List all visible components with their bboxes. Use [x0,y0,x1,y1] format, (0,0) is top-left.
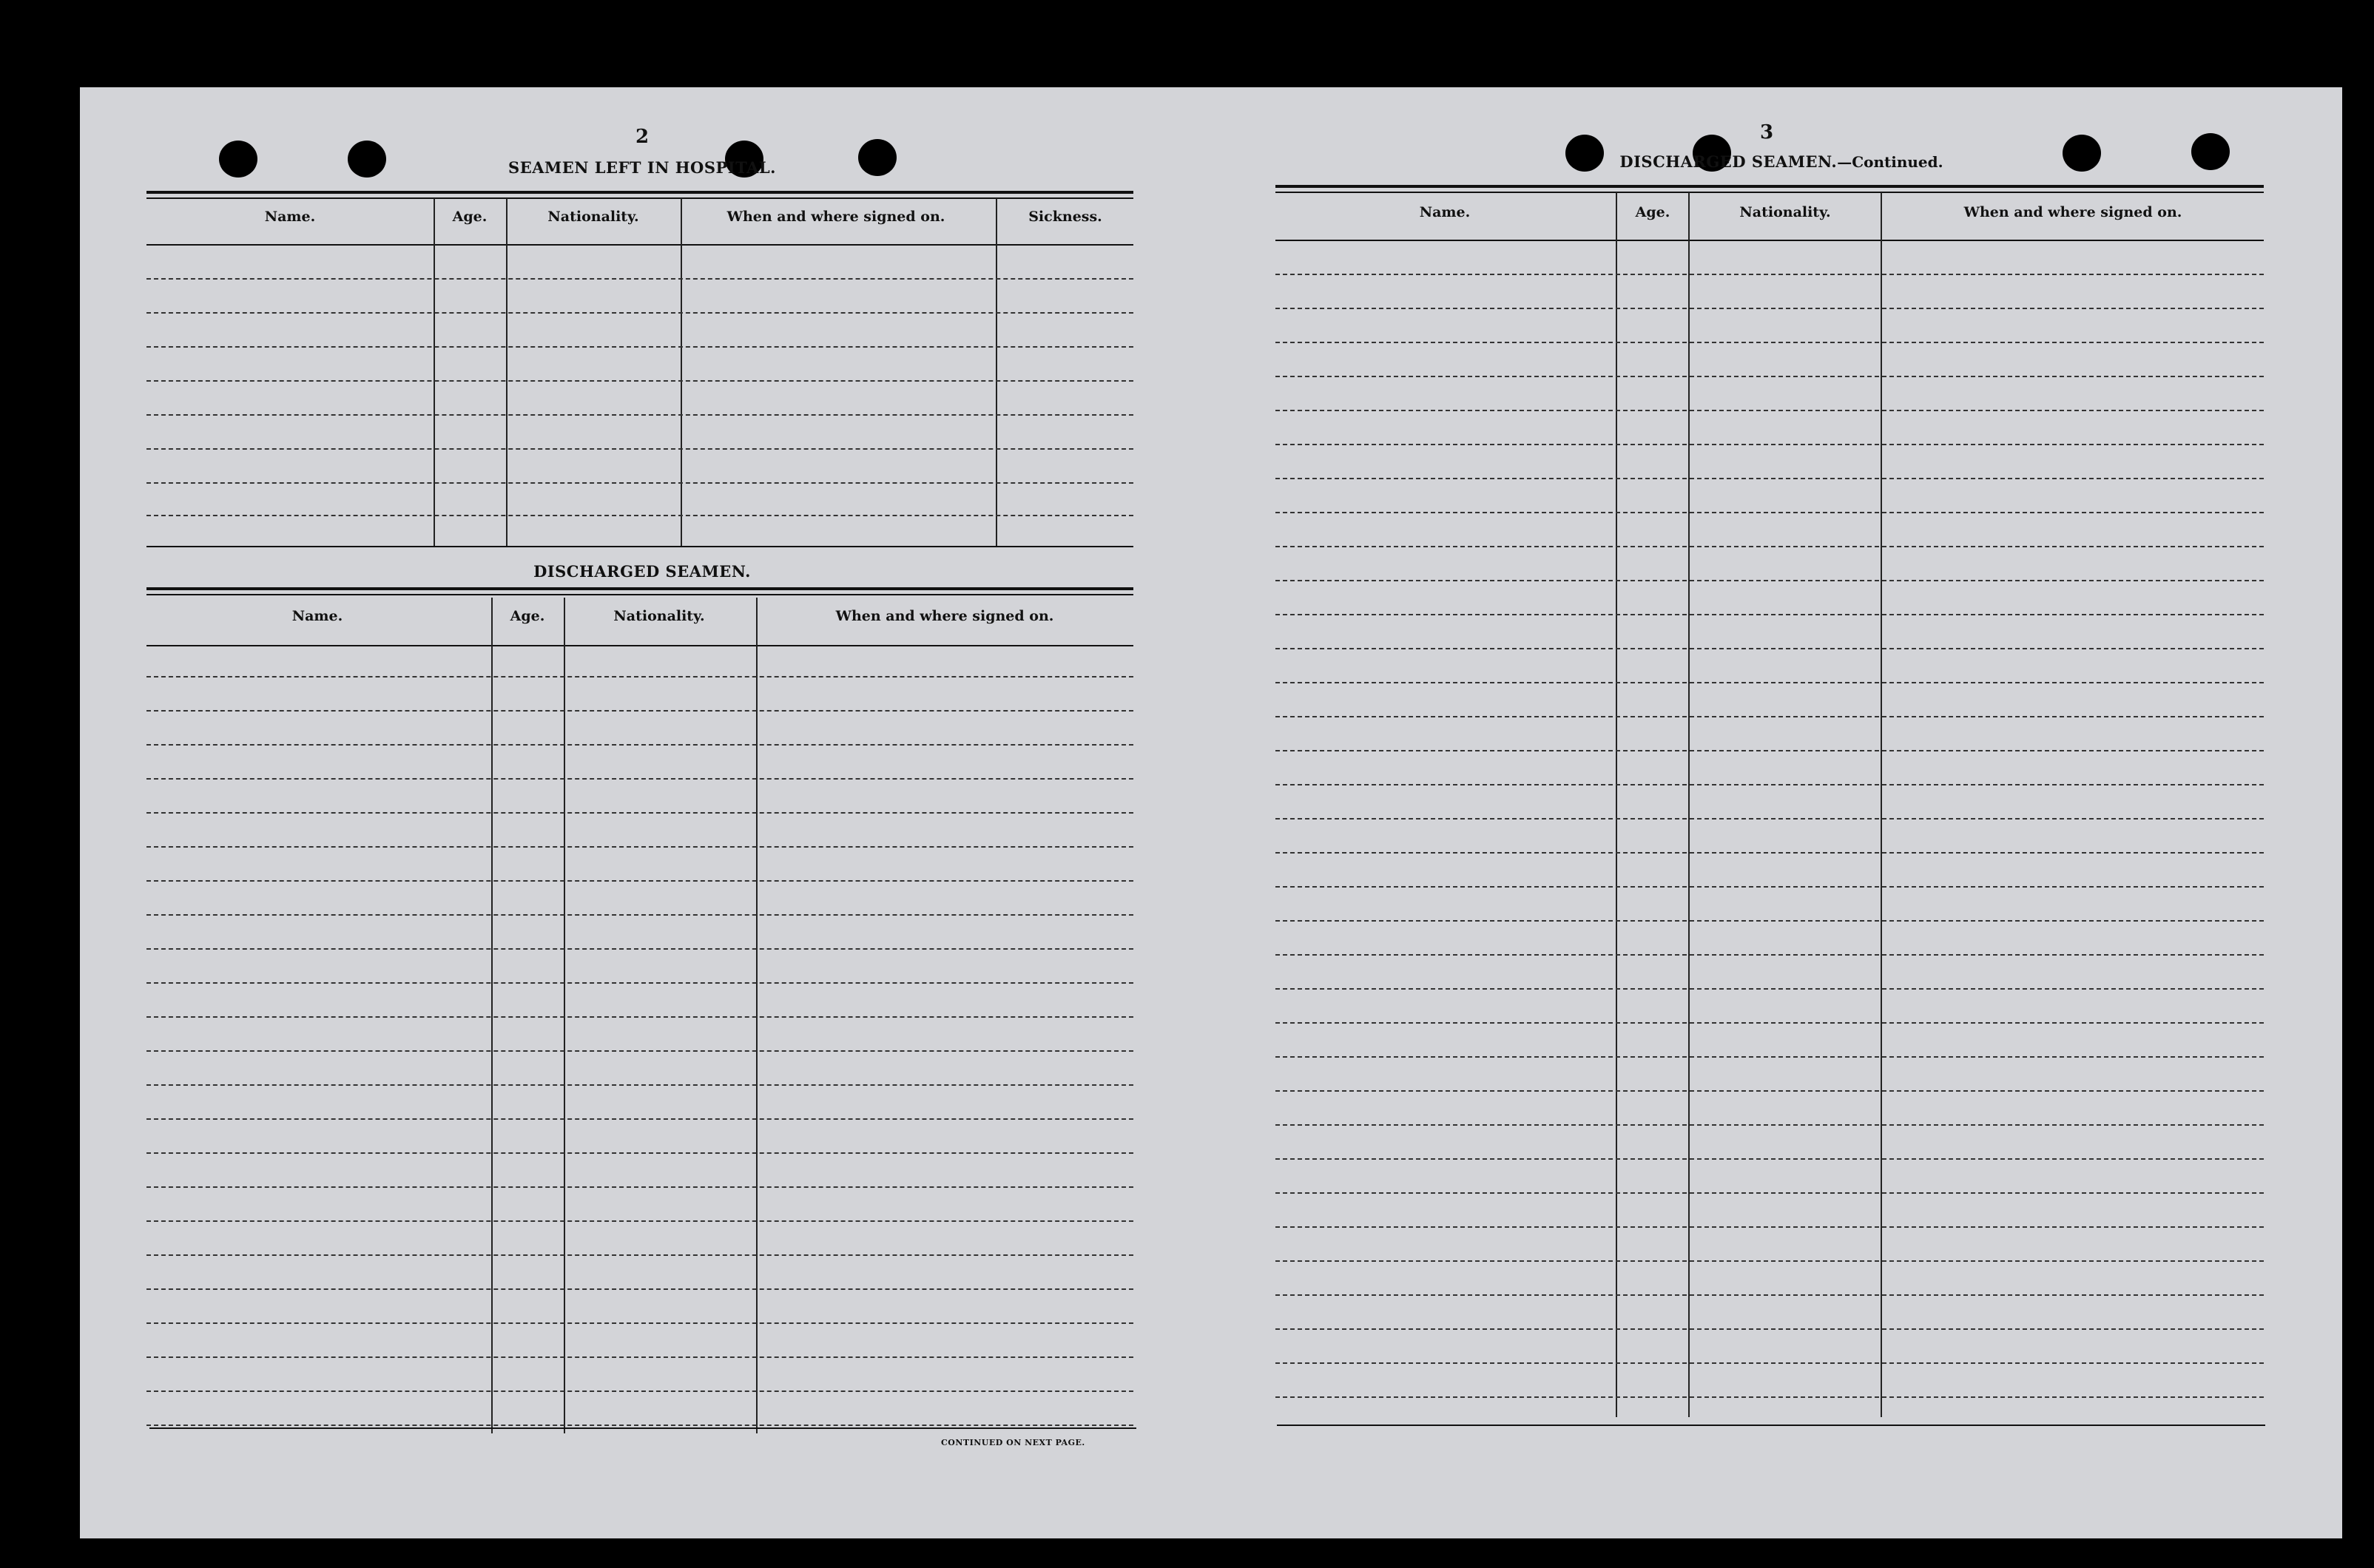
hospital-col-divider [681,198,682,547]
hospital-col-name: Name. [264,209,316,225]
discharged-table-bottom-rule [149,1427,1136,1429]
hospital-col-divider [996,198,997,547]
right-table-top-rule [1275,185,2264,188]
discharged-row-line [146,982,1133,984]
discharged-row-line [146,676,1133,677]
right-row-line [1275,1090,2264,1092]
discharged-row-line [146,744,1133,746]
discharged-col-nationality: Nationality. [613,608,705,624]
discharged-section-title: DISCHARGED SEAMEN. [533,562,751,581]
right-row-line [1275,988,2264,990]
right-header-rule [1275,240,2264,241]
right-row-line [1275,580,2264,581]
hospital-row-line [146,380,1133,382]
punch-hole [2191,133,2230,170]
discharged-row-line [146,1118,1133,1120]
discharged-row-line [146,1356,1133,1358]
hospital-row-line [146,312,1133,314]
hospital-table-top-rule-inner [146,197,1133,199]
discharged-row-line [146,710,1133,712]
right-row-line [1275,1362,2264,1364]
discharged-row-line [146,1084,1133,1086]
hospital-col-age: Age. [452,209,488,225]
discharged-row-line [146,1016,1133,1018]
right-col-signed-on: When and where signed on. [1963,204,2182,220]
discharged-col-divider [491,598,493,1433]
right-row-line [1275,1124,2264,1126]
hospital-table-bottom-rule [146,546,1133,547]
hospital-header-rule [146,244,1133,246]
discharged-row-line [146,812,1133,814]
right-col-nationality: Nationality. [1739,204,1831,220]
document-scan [80,87,2342,1538]
right-row-line [1275,716,2264,717]
right-row-line [1275,920,2264,922]
right-row-line [1275,376,2264,377]
discharged-row-line [146,1390,1133,1392]
right-row-line [1275,308,2264,309]
hospital-section-title: SEAMEN LEFT IN HOSPITAL. [508,158,776,177]
continued-footer: CONTINUED ON NEXT PAGE. [941,1438,1085,1447]
hospital-row-line [146,414,1133,416]
punch-hole [219,141,257,178]
right-row-line [1275,1158,2264,1160]
punch-hole [858,139,897,176]
discharged-row-line [146,1288,1133,1290]
discharged-continued-title [1559,152,2003,171]
hospital-row-line [146,278,1133,280]
right-row-line [1275,478,2264,479]
discharged-row-line [146,778,1133,780]
right-row-line [1275,444,2264,445]
discharged-row-line [146,1322,1133,1324]
hospital-table-top-rule [146,191,1133,194]
hospital-row-line [146,346,1133,348]
discharged-col-signed-on: When and where signed on. [835,608,1054,624]
right-row-line [1275,1056,2264,1058]
right-row-line [1275,274,2264,275]
discharged-row-line [146,1254,1133,1256]
discharged-row-line [146,1050,1133,1052]
right-table-bottom-rule [1277,1425,2265,1426]
right-row-line [1275,546,2264,547]
right-row-line [1275,750,2264,751]
discharged-table-top-rule-inner [146,594,1133,595]
punch-hole [348,141,386,178]
left-page-number: 2 [635,126,650,148]
discharged-col-name: Name. [291,608,343,624]
right-row-line [1275,1328,2264,1330]
discharged-row-line [146,1186,1133,1188]
hospital-row-line [146,482,1133,484]
hospital-row-line [146,515,1133,516]
hospital-col-divider [506,198,507,547]
discharged-col-divider [564,598,565,1433]
discharged-continued-title-main: DISCHARGED SEAMEN. [1619,152,1838,171]
right-row-line [1275,818,2264,820]
right-col-name: Name. [1419,204,1471,220]
right-row-line [1275,342,2264,343]
discharged-row-line [146,914,1133,916]
right-row-line [1275,1396,2264,1398]
hospital-col-divider [434,198,435,547]
hospital-row-line [146,448,1133,450]
right-table-top-rule-inner [1275,192,2264,193]
right-row-line [1275,1260,2264,1262]
right-row-line [1275,852,2264,854]
discharged-row-line [146,1425,1133,1426]
discharged-row-line [146,846,1133,848]
right-row-line [1275,614,2264,615]
discharged-row-line [146,1220,1133,1222]
discharged-continued-title-suffix: —Continued. [1837,153,1943,171]
right-row-line [1275,512,2264,513]
discharged-col-age: Age. [510,608,545,624]
right-row-line [1275,784,2264,785]
discharged-header-rule [146,645,1133,646]
right-row-line [1275,1226,2264,1228]
discharged-row-line [146,880,1133,882]
right-row-line [1275,410,2264,411]
right-row-line [1275,682,2264,683]
hospital-col-signed-on: When and where signed on. [726,209,945,225]
right-row-line [1275,1022,2264,1024]
discharged-table-top-rule [146,587,1133,590]
right-row-line [1275,954,2264,956]
right-row-line [1275,1192,2264,1194]
hospital-col-nationality: Nationality. [547,209,639,225]
discharged-row-line [146,1152,1133,1154]
discharged-col-divider [756,598,758,1433]
right-row-line [1275,1294,2264,1296]
punch-hole [2063,135,2101,172]
right-col-age: Age. [1635,204,1670,220]
right-row-line [1275,648,2264,649]
hospital-col-sickness: Sickness. [1028,209,1102,225]
right-page-number: 3 [1759,121,1774,143]
discharged-row-line [146,948,1133,950]
right-row-line [1275,886,2264,888]
